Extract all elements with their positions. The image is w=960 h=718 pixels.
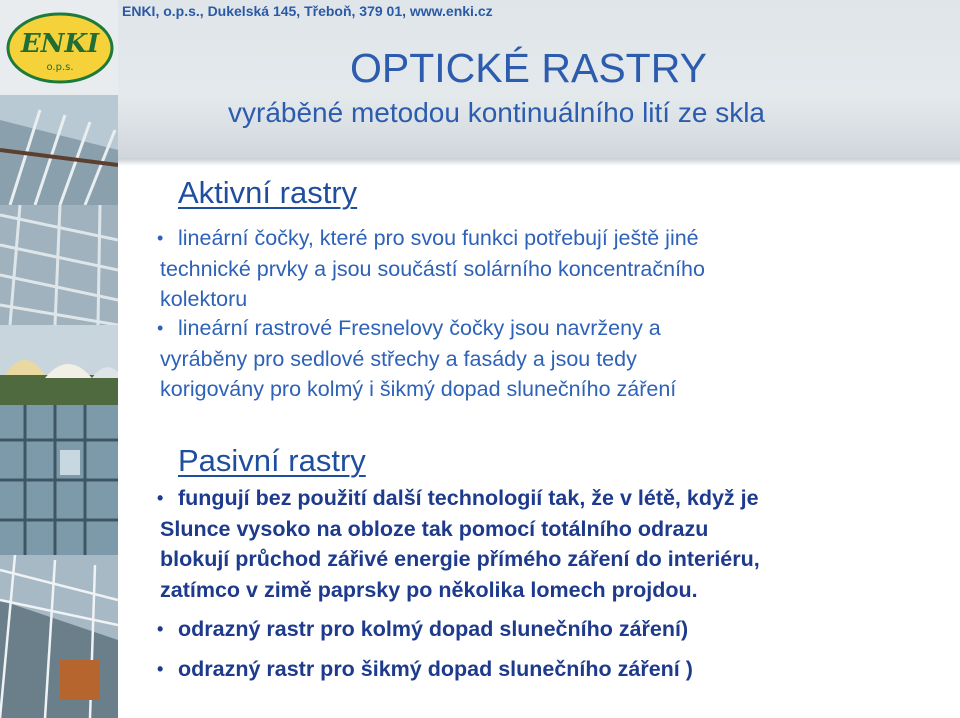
passive-item-3 — [157, 654, 950, 685]
active-item-2-line-2: vyráběny pro sedlové střechy a fasády a jsou tedy — [160, 346, 637, 371]
active-item-1-line-2: technické prvky a jsou součástí solárního koncentračního — [160, 256, 705, 281]
logo-sub: o.p.s. — [46, 62, 74, 73]
bullet-icon: • — [157, 659, 164, 679]
passive-item-2-line-1: odrazný rastr pro kolmý dopad slunečního záření) — [178, 617, 689, 641]
passive-item-1-line-4: zatímco v zimě paprsky po několika lomech projdou. — [160, 577, 698, 602]
bullet-icon: • — [157, 619, 164, 639]
passive-item-3-line-1: odrazný rastr pro šikmý dopad slunečního záření ) — [178, 657, 693, 681]
page-title: OPTICKÉ RASTRY — [350, 45, 707, 91]
active-item-1-line-1: lineární čočky, které pro svou funkci potřebují ještě jiné — [178, 226, 699, 250]
bullet-icon: • — [157, 318, 164, 338]
bullet-icon: • — [157, 228, 164, 248]
page-subtitle: vyráběné metodou kontinuálního lití ze skla — [228, 97, 765, 128]
passive-item-1-line-2: Slunce vysoko na obloze tak pomocí totálního odrazu — [160, 516, 709, 541]
active-item-2-line-1: lineární rastrové Fresnelovy čočky jsou navrženy a — [178, 316, 661, 340]
bullet-icon: • — [157, 488, 164, 508]
passive-item-1 — [157, 483, 950, 605]
active-item-1-line-3: kolektoru — [160, 287, 248, 311]
active-rasters-heading: Aktivní rastry — [178, 175, 358, 210]
photo-collage-strip — [0, 0, 118, 718]
active-item-2 — [157, 313, 950, 405]
passive-rasters-heading: Pasivní rastry — [178, 443, 366, 478]
active-item-2-line-3: korigovány pro kolmý i šikmý dopad slunečního záření — [160, 377, 677, 401]
passive-item-1-line-3: blokují průchod zářivé energie přímého záření do interiéru, — [160, 547, 760, 571]
organization-address: ENKI, o.p.s., Dukelská 145, Třeboň, 379 01, www.enki.cz — [122, 3, 493, 19]
passive-item-1-line-1: fungují bez použití další technologií tak, že v létě, když je — [178, 486, 759, 510]
logo-text: ENKI — [20, 29, 100, 59]
passive-item-2 — [157, 614, 950, 645]
header-shadow — [118, 158, 960, 166]
active-item-1 — [157, 223, 950, 315]
